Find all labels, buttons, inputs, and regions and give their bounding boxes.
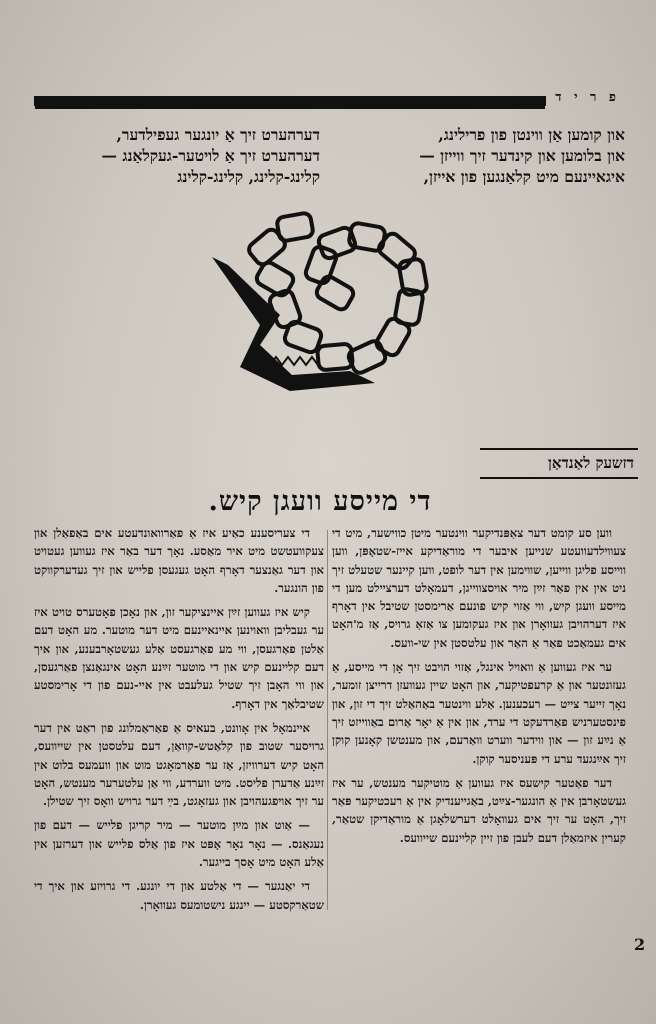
paragraph: ער איז געווען אַ וואויל אינגל, אַזוי הויבט זיך אָן די מייסע, אַ געזונטער און אַ קרעפטיקער, און האָט שיין געוועזן דרייצן זומער, נאָך זייער צייט — רעכענען. אַלע ווינטער באַהאַלט זיך די זון, און פינסטערניש פאַרדעקט די ערד, און אין אַ יאָר אַרום באַווייזט זיך אַ נײַע זון — און ווידער ווערט וואַרעם, און מענטשן קאָנען קוקן זיך אײַנגעד ערע די פּעניסער קוקן. bbox=[332, 660, 626, 766]
article-author: דזשעק לאַנדאַן bbox=[480, 448, 638, 479]
article-column-left bbox=[34, 524, 324, 920]
paragraph: די צעריסענע כאַיע איז אַ פאַרוואונדעטע אים באַפאַלן און צעקוועטשט מיט איר מאַסע. נאָך דער באַר איז געווען געטויט און דער גאַנצער דאָרף האָט געגעסן פלייש און זיך געדערקווקט פון הונגער. bbox=[34, 526, 324, 595]
paragraph: קיש איז געווען זײַן איינציקער זון, און נאָכן פאָטערס טויט איז ער געבליבן וואוינען איינאיינעם מיט דער מוטער. מע האָט דעם אַלטן פאַרגעסן, ווי מע פאַרגעסט אַלע געשטאָרבענע, און איך דעם קליינעם קיש און די מוטער זײַנע האָט אינגאַנצן פאַרגעסן, און ווי האָבן זיך שטיל געלעבט אין איי-נעם פון די אָרימסטע שטיבלאַך אין דאָרף. bbox=[34, 605, 324, 711]
chain-bracelet-icon bbox=[200, 195, 455, 405]
paragraph: די יאַנגער — די אַלטע און די יונגע. די גרויזע און איך די שטאַרקסטע — יינגע נישטומעס געוואָרן. bbox=[34, 879, 324, 912]
poem-line: און קומען אַן ווינטן פון פרילינג, bbox=[438, 125, 625, 144]
poem-left-stanza bbox=[58, 124, 320, 187]
poem-line: קלינג-קלינג, קלינג-קלינג bbox=[177, 167, 320, 186]
poem-line: איגאיינעם מיט קלאַנגען פון אייזן, bbox=[423, 167, 625, 186]
poem-line: דערהערט זיך אַ לויטער-געקלאַנג — bbox=[101, 146, 320, 165]
article-column-right bbox=[332, 524, 626, 853]
paragraph: איינמאָל אין אָוונט, בעאיס אַ פאַראַמלונג פון ראַט אין דער גרויסער שטוב פון קלאַטש-קוואַן, דעם עלטסטן אין שייוועס, האָט קיש דערוויזן, אַז ער פאַרמאָגט מוט און וועמעס בלוט אין זײַנע אַדערן פליסט. מיט ווערדע, ווי אַן עלטערער מענטש, האָט ער זיך אויפגעהויבן און געזאָגט, בײַ דער גרויש וואָס זיך שטילן. bbox=[34, 720, 324, 809]
poem-right-stanza bbox=[330, 124, 625, 187]
page-number: 2 bbox=[634, 935, 646, 954]
header-rule bbox=[34, 96, 546, 106]
poem-line: און בלומען און קינדער זיך ווייזן — bbox=[419, 146, 625, 165]
column-divider bbox=[327, 530, 328, 910]
poem-line: דערהערט זיך אַ יונגער געפילדער, bbox=[116, 125, 320, 144]
article-title: די מייסע וועגן קיש. bbox=[208, 486, 432, 517]
paragraph: דער פאַטער קישעס איז געווען אַ מוטיקער מענטש, ער איז געשטאָרבן אין אַ הונגער-צײַט, באַגייענדיק אין אַ רעכטיקער פּאַר זיך, האָט ער זיך אים געוואָלט דערשלאָגן אַ מוראַדיקן שטאַר, קערין איזמאַלן דעם לעבן פון זיין קליינעם שייוועס. bbox=[332, 775, 626, 845]
paragraph: ווען סע קומט דער צאַפּנדיקער ווינטער מיטן כווישער, מיט די צעווילדעוועטע שנייען איבער די מוראַדיקע אייז-שטאָפּן, ווען ווייסע פליגן ווייען, שווימען אין דער לופט, ווען קיינער שטעלט זיך ניט אין אין פאַר זײַן מיר אויסצווייגן, דעמאָלט דערציילט מען די מייסע וועגן קיש, ווי אַזוי קיש פונעם אַרימסטן שטיבל אין דאָרף איז דערהויבן געוואָרן און איז געקומען צו אַזאַ גרויס, אַז מ'האָט אים געמאַכט פאַר אַ האַר און עלטסטן אין שי-וועס. bbox=[332, 526, 626, 650]
paragraph: — אַוט און מײַן מוטער — מיר קריגן פלייש — דעם פון נעגאַנס. — נאָר נאָר אָפּט איז פון אַלס פלייש און דערזען אין אַלע האָט מיט אָסך בייגער. bbox=[34, 818, 324, 870]
running-head: פ ר י ד bbox=[555, 90, 620, 105]
